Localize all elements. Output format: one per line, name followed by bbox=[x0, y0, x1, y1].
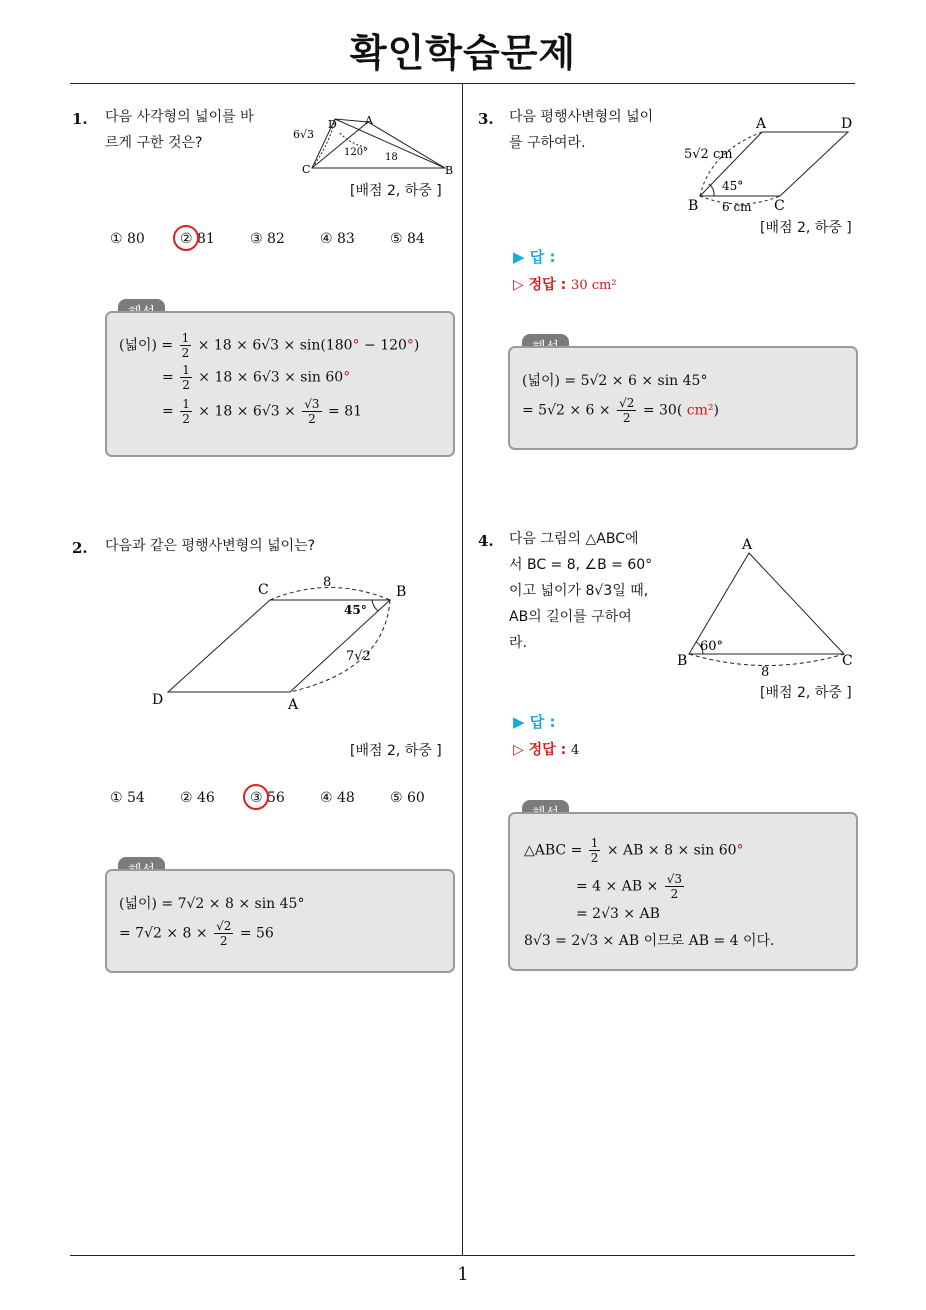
choice-marked[interactable]: ③ 56 bbox=[250, 790, 320, 806]
fig2-angle: 45° bbox=[344, 603, 367, 617]
choice[interactable]: ④ 48 bbox=[320, 790, 355, 806]
fig4-label-b: B bbox=[677, 653, 688, 669]
answer-label: ▶ 답 : bbox=[513, 713, 556, 731]
fig4-angle: 60° bbox=[700, 639, 724, 654]
solution-line: = 7√2 × 8 × $\frac{√2}{2}$ = 56 bbox=[119, 919, 274, 948]
choice[interactable]: ③ 82 bbox=[250, 231, 285, 247]
fig1-diag: 18 bbox=[385, 152, 398, 163]
fig3-side: 5√2 cm bbox=[684, 147, 733, 162]
solution-line: (넓이) = 5√2 × 6 × sin 45° bbox=[522, 373, 708, 389]
answer-label: ▶ 답 : bbox=[513, 248, 556, 266]
fig4-label-c: C bbox=[842, 653, 853, 669]
question-4-text-line: AB의 길이를 구하여 bbox=[509, 609, 632, 625]
question-1-choices bbox=[110, 231, 460, 247]
fig2-top: 8 bbox=[323, 575, 332, 590]
solution-box-2 bbox=[105, 869, 455, 973]
fig2-side: 7√2 bbox=[346, 649, 371, 664]
correct-answer: ▷ 정답 : 4 bbox=[513, 742, 580, 758]
choice-marked[interactable]: ② 81 bbox=[180, 231, 250, 247]
question-3-text-line: 다음 평행사변형의 넓이 bbox=[509, 109, 654, 125]
solution-line: (넓이) = 7√2 × 8 × sin 45° bbox=[119, 896, 305, 912]
question-2-text: 다음과 같은 평행사변형의 넓이는? bbox=[105, 538, 316, 554]
fig3-angle: 45° bbox=[722, 179, 744, 193]
question-1-number: 1. bbox=[72, 110, 88, 128]
solution-line: (넓이) = $\frac{1}{2}$ × 18 × 6√3 × sin(180° − 120°) bbox=[119, 331, 420, 360]
solution-line: = $\frac{1}{2}$ × 18 × 6√3 × $\frac{√3}{2}$ = 81 bbox=[162, 397, 363, 426]
fig1-label-c: C bbox=[302, 163, 311, 176]
fig3-bottom: 6 cm bbox=[722, 200, 752, 214]
fig3-label-c: C bbox=[774, 198, 785, 214]
question-3-text bbox=[509, 104, 653, 156]
question-4-text-line: 이고 넓이가 8√3일 때, bbox=[509, 583, 649, 599]
fig1-label-a: A bbox=[365, 114, 373, 127]
question-1-text bbox=[105, 104, 254, 156]
solution-line: = 5√2 × 6 × $\frac{√2}{2}$ = 30( cm²) bbox=[522, 396, 719, 425]
column-divider bbox=[462, 83, 463, 1255]
marked-circle bbox=[243, 784, 269, 810]
question-2-figure bbox=[150, 570, 420, 715]
question-3-text-line: 를 구하여라. bbox=[509, 135, 586, 151]
solution-line: = $\frac{1}{2}$ × 18 × 6√3 × sin 60° bbox=[162, 363, 351, 392]
solution-box-3 bbox=[508, 346, 858, 450]
solution-box-1 bbox=[105, 311, 455, 457]
fig3-label-b: B bbox=[688, 198, 699, 214]
solution-line: 8√3 = 2√3 × AB 이므로 AB = 4 이다. bbox=[524, 933, 775, 949]
fig3-label-a: A bbox=[756, 116, 767, 132]
fig2-label-b: B bbox=[396, 584, 407, 600]
choice[interactable]: ① 54 bbox=[110, 790, 145, 806]
question-2-choices bbox=[110, 790, 460, 806]
fig2-label-c: C bbox=[258, 582, 269, 598]
question-4-text-line: 라. bbox=[509, 635, 527, 651]
question-1-figure bbox=[290, 108, 460, 180]
fig2-label-a: A bbox=[288, 697, 299, 713]
solution-box-4 bbox=[508, 812, 858, 971]
question-4-text-line: 다음 그림의 △ABC에 bbox=[509, 531, 639, 547]
fig1-label-d: D bbox=[328, 118, 337, 131]
question-3-figure bbox=[680, 112, 860, 217]
fig3-label-d: D bbox=[841, 116, 853, 132]
question-1-text-line: 르게 구한 것은? bbox=[105, 135, 203, 151]
choice[interactable]: ⑤ 84 bbox=[390, 231, 425, 247]
correct-answer: ▷ 정답 : 30 cm² bbox=[513, 277, 617, 293]
question-4-text bbox=[509, 526, 652, 656]
solution-line: △ABC = $\frac{1}{2}$ × AB × 8 × sin 60° bbox=[524, 836, 744, 865]
choice[interactable]: ④ 83 bbox=[320, 231, 355, 247]
fig4-label-a: A bbox=[742, 537, 753, 553]
fig1-angle: 120° bbox=[344, 147, 369, 158]
question-4-meta: [배점 2, 하중 ] bbox=[760, 685, 852, 701]
fig1-label-b: B bbox=[445, 164, 454, 177]
choice[interactable]: ⑤ 60 bbox=[390, 790, 425, 806]
solution-line: = 2√3 × AB bbox=[576, 906, 660, 922]
page-number: 1 bbox=[457, 1264, 469, 1285]
marked-circle bbox=[173, 225, 199, 251]
page-title: 확인학습문제 bbox=[349, 31, 577, 75]
choice[interactable]: ② 46 bbox=[180, 790, 215, 806]
fig4-bottom: 8 bbox=[761, 665, 770, 680]
question-4-figure bbox=[672, 535, 862, 683]
question-3-meta: [배점 2, 하중 ] bbox=[760, 220, 852, 236]
question-1-text-line: 다음 사각형의 넓이를 바 bbox=[105, 109, 254, 125]
question-1-meta: [배점 2, 하중 ] bbox=[350, 183, 442, 199]
question-4-number: 4. bbox=[478, 532, 494, 550]
solution-line: = 4 × AB × $\frac{√3}{2}$ bbox=[576, 872, 683, 901]
question-2-meta: [배점 2, 하중 ] bbox=[350, 743, 442, 759]
question-2-number: 2. bbox=[72, 539, 88, 557]
question-4-text-line: 서 BC = 8, ∠B = 60° bbox=[509, 557, 653, 573]
fig2-label-d: D bbox=[152, 692, 164, 708]
choice[interactable]: ① 80 bbox=[110, 231, 145, 247]
question-3-number: 3. bbox=[478, 110, 494, 128]
fig1-side: 6√3 bbox=[293, 128, 315, 141]
bottom-rule bbox=[70, 1255, 855, 1256]
